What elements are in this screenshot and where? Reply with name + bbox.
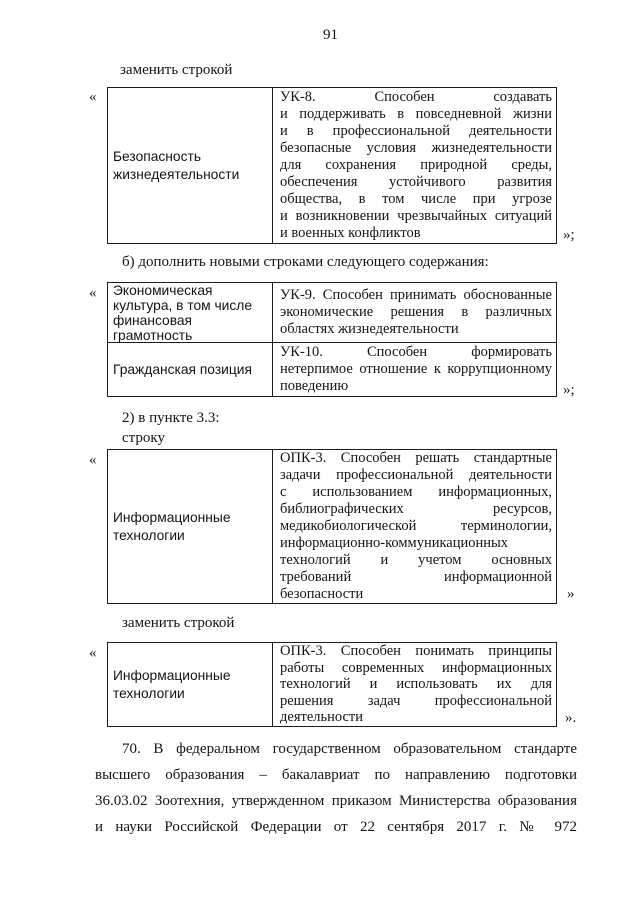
competence-line: и поддерживать в повседневной жизни bbox=[280, 106, 552, 122]
discipline-cell bbox=[108, 643, 272, 726]
competence-line: экономические решения в различных bbox=[280, 304, 552, 320]
paragraph-line: и науки Российской Федерации от 22 сентября 2017 г. № 972 bbox=[95, 819, 577, 835]
page-number: 91 bbox=[323, 27, 338, 43]
item-label: 2) в пункте 3.3: bbox=[122, 410, 220, 426]
discipline-cell bbox=[108, 88, 272, 243]
table-row bbox=[108, 643, 556, 726]
amendment-table bbox=[107, 642, 557, 727]
closing-quote: ». bbox=[565, 710, 577, 726]
competence-line: с использованием информационных, bbox=[280, 484, 552, 500]
opening-quote: « bbox=[89, 285, 97, 301]
discipline-line: Гражданская позиция bbox=[113, 361, 252, 377]
competence-line: ОПК-3. Способен понимать принципы bbox=[280, 643, 552, 660]
competence-line: работы современных информационных bbox=[280, 659, 552, 676]
discipline-cell bbox=[108, 343, 272, 396]
competence-line: ОПК-3. Способен решать стандартные bbox=[280, 450, 552, 466]
discipline-line: финансовая bbox=[113, 312, 193, 328]
competence-line: медикобиологической терминологии, bbox=[280, 518, 552, 534]
competence-line: безопасные условия жизнедеятельности bbox=[280, 140, 552, 156]
closing-quote: » bbox=[567, 586, 575, 602]
table-row bbox=[108, 88, 556, 243]
competence-line: областях жизнедеятельности bbox=[280, 321, 459, 337]
amendment-table bbox=[107, 87, 557, 244]
competence-cell bbox=[272, 88, 556, 243]
table-row bbox=[108, 283, 556, 343]
discipline-line: Информационные bbox=[113, 668, 231, 683]
competence-line: и в профессиональной деятельности bbox=[280, 123, 552, 139]
amendment-table bbox=[107, 282, 557, 397]
discipline-line: Экономическая bbox=[113, 282, 213, 298]
opening-quote: « bbox=[89, 89, 97, 105]
competence-line: нетерпимое отношение к коррупционному bbox=[280, 361, 552, 377]
competence-cell bbox=[272, 343, 556, 396]
competence-line: УК-9. Способен принимать обоснованные bbox=[280, 287, 552, 303]
competence-line: решения задач профессиональной bbox=[280, 692, 552, 709]
competence-cell bbox=[272, 643, 556, 726]
competence-line: библиографических ресурсов, bbox=[280, 501, 552, 517]
amendment-table bbox=[107, 449, 557, 604]
discipline-line: технологии bbox=[113, 527, 185, 543]
competence-line: технологий и использовать их для bbox=[280, 676, 552, 693]
opening-quote: « bbox=[89, 452, 97, 468]
competence-line: УК-10. Способен формировать bbox=[280, 344, 552, 360]
competence-line: технологий и учетом основных bbox=[280, 552, 552, 568]
discipline-line: культура, в том числе bbox=[113, 297, 253, 313]
competence-line: требований информационной bbox=[280, 569, 552, 585]
table-row bbox=[108, 343, 556, 396]
competence-line: общества, в том числе при угрозе bbox=[280, 191, 552, 207]
competence-line: обеспечения устойчивого развития bbox=[280, 174, 552, 190]
paragraph-line: 36.03.02 Зоотехния, утвержденном приказом Министерства образования bbox=[95, 793, 577, 809]
instruction-line: строку bbox=[122, 430, 165, 446]
discipline-cell bbox=[108, 283, 272, 342]
competence-cell bbox=[272, 450, 556, 603]
discipline-line: Информационные bbox=[113, 510, 231, 525]
discipline-line: технологии bbox=[113, 685, 185, 701]
competence-line: УК-8. Способен создавать bbox=[280, 89, 552, 105]
competence-line: для сохранения природной среды, bbox=[280, 157, 552, 173]
discipline-line: жизнедеятельности bbox=[113, 166, 240, 182]
competence-line: информационно-коммуникационных bbox=[280, 535, 509, 551]
competence-line: задачи профессиональной деятельности bbox=[280, 467, 552, 483]
table-row bbox=[108, 450, 556, 603]
paragraph-line: высшего образования – бакалавриат по направлению подготовки bbox=[95, 767, 577, 783]
opening-quote: « bbox=[89, 645, 97, 661]
competence-line: и военных конфликтов bbox=[280, 225, 421, 241]
competence-cell bbox=[272, 283, 556, 342]
closing-quote: »; bbox=[563, 382, 575, 398]
paragraph-line: 70. В федеральном государственном образовательном стандарте bbox=[122, 741, 577, 757]
competence-line: поведению bbox=[280, 378, 349, 394]
closing-quote: »; bbox=[563, 227, 575, 243]
paragraph-70 bbox=[95, 736, 577, 840]
instruction-replace-with-line: заменить строкой bbox=[120, 62, 233, 78]
discipline-line: Безопасность bbox=[113, 149, 202, 164]
discipline-line: грамотность bbox=[113, 327, 193, 343]
discipline-cell bbox=[108, 450, 272, 603]
competence-line: деятельности bbox=[280, 709, 364, 726]
competence-line: и возникновении чрезвычайных ситуаций bbox=[280, 208, 552, 224]
instruction-replace-with-line: заменить строкой bbox=[122, 615, 235, 631]
competence-line: безопасности bbox=[280, 586, 364, 602]
instruction-add-rows: б) дополнить новыми строками следующего содержания: bbox=[122, 254, 489, 270]
